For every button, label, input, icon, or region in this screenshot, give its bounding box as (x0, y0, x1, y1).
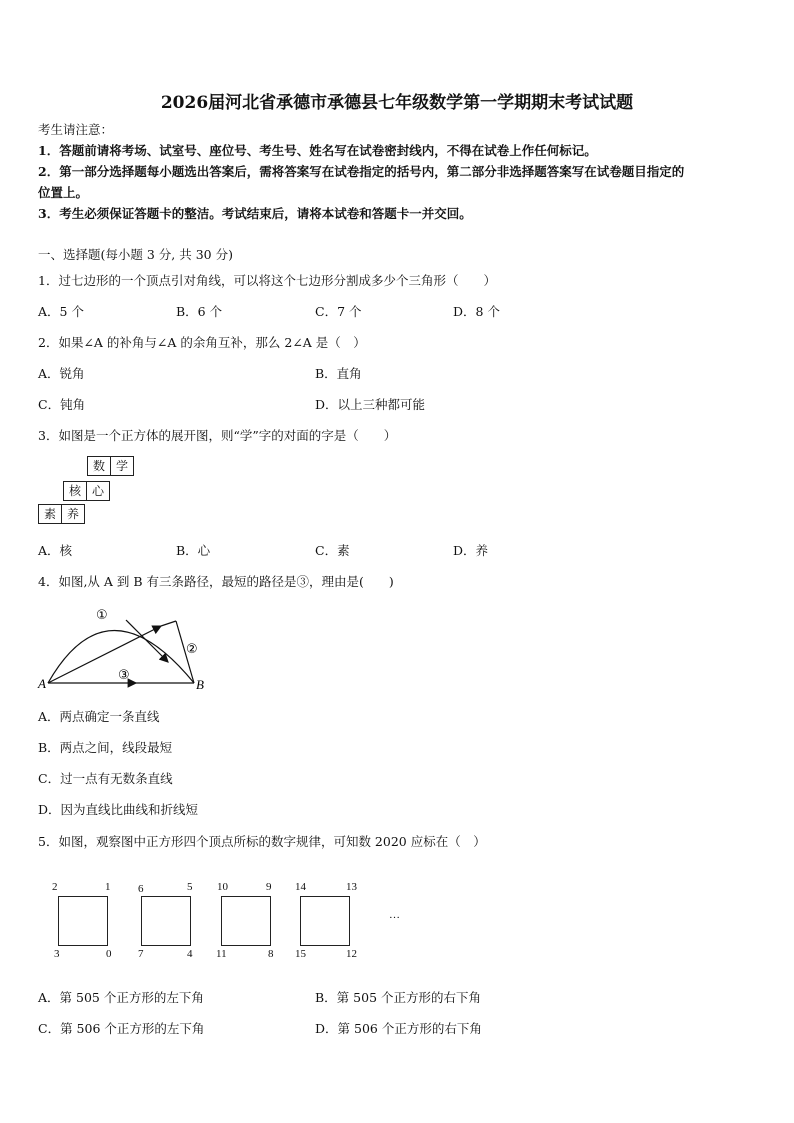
net-cell-he: 核 (63, 481, 87, 501)
path-2-segment-1 (48, 626, 161, 683)
q3-option-d: D．养 (453, 543, 489, 558)
q3-option-b: B．心 (176, 543, 211, 558)
sq2-bottom-right-num: 4 (187, 948, 193, 960)
question-5-stem: 5．如图，观察图中正方形四个顶点所标的数字规律，可知数 2020 应标在（ ） (38, 834, 486, 849)
q4-option-d: D．因为直线比曲线和折线短 (38, 802, 199, 817)
sq1-bottom-left-num: 3 (54, 948, 60, 960)
net-cell-su: 素 (38, 504, 62, 524)
sq2-bottom-left-num: 7 (138, 948, 144, 960)
q2-option-b: B．直角 (315, 366, 362, 381)
q2-option-d: D．以上三种都可能 (315, 397, 426, 412)
paths-figure (36, 600, 216, 695)
sq2-top-right-num: 5 (187, 881, 193, 893)
net-cell-shu: 数 (87, 456, 111, 476)
question-4-stem: 4．如图,从 A 到 B 有三条路径，最短的路径是③，理由是( ) (38, 574, 394, 589)
q3-option-c: C．素 (315, 543, 350, 558)
q1-option-a: A．5 个 (38, 304, 84, 319)
continuation-ellipsis: … (389, 909, 400, 921)
sq3-top-left-num: 10 (217, 881, 228, 893)
q3-option-a: A．核 (38, 543, 73, 558)
q5-option-a: A．第 505 个正方形的左下角 (38, 990, 204, 1005)
q5-option-d: D．第 506 个正方形的右下角 (315, 1021, 482, 1036)
square-2 (141, 896, 191, 946)
path-2-segment-1b (161, 621, 176, 626)
q1-option-c: C．7 个 (315, 304, 362, 319)
path-1-label: ① (96, 608, 108, 623)
question-3-stem: 3．如图是一个正方体的展开图，则“学”字的对面的字是（ ） (38, 428, 397, 443)
q5-option-c: C．第 506 个正方形的左下角 (38, 1021, 205, 1036)
sq4-top-left-num: 14 (295, 881, 306, 893)
q2-option-a: A．锐角 (38, 366, 85, 381)
q4-option-a: A．两点确定一条直线 (38, 709, 160, 724)
net-cell-xue: 学 (110, 456, 134, 476)
point-b-label: B (196, 677, 204, 692)
sq4-bottom-left-num: 15 (295, 948, 306, 960)
sq1-top-right-num: 1 (105, 881, 111, 893)
page-title: 2026届河北省承德市承德县七年级数学第一学期期末考试试题 (160, 93, 634, 113)
question-1-stem: 1．过七边形的一个顶点引对角线，可以将这个七边形分割成多少个三角形（ ） (38, 273, 496, 288)
q2-option-c: C．钝角 (38, 397, 86, 412)
net-cell-xin: 心 (86, 481, 110, 501)
square-4 (300, 896, 350, 946)
sq3-bottom-left-num: 11 (216, 948, 227, 960)
q1-option-d: D．8 个 (453, 304, 500, 319)
sq2-top-left-num: 6 (138, 883, 144, 895)
q4-option-b: B．两点之间，线段最短 (38, 740, 173, 755)
sq4-top-right-num: 13 (346, 881, 357, 893)
notice-heading: 考生请注意： (38, 122, 114, 137)
square-3 (221, 896, 271, 946)
q4-option-c: C．过一点有无数条直线 (38, 771, 173, 786)
notice-item-3: 3．考生必须保证答题卡的整洁。考试结束后，请将本试卷和答题卡一并交回。 (38, 206, 472, 221)
notice-item-2-cont: 位置上。 (38, 185, 89, 200)
q5-option-b: B．第 505 个正方形的右下角 (315, 990, 481, 1005)
net-cell-yang: 养 (61, 504, 85, 524)
path-3-label: ③ (118, 668, 130, 683)
question-2-stem: 2．如果∠A 的补角与∠A 的余角互补，那么 2∠A 是（ ） (38, 335, 366, 350)
sq3-top-right-num: 9 (266, 881, 272, 893)
notice-item-1: 1．答题前请将考场、试室号、座位号、考生号、姓名写在试卷密封线内，不得在试卷上作任何标记。 (38, 143, 597, 158)
point-a-label: A (38, 676, 46, 691)
sq1-bottom-right-num: 0 (106, 948, 112, 960)
sq1-top-left-num: 2 (52, 881, 58, 893)
square-1 (58, 896, 108, 946)
notice-item-2: 2．第一部分选择题每小题选出答案后，需将答案写在试卷指定的括号内，第二部分非选择题答案写在试卷题目指定的 (38, 164, 685, 179)
sq4-bottom-right-num: 12 (346, 948, 357, 960)
sq3-bottom-right-num: 8 (268, 948, 274, 960)
section-heading: 一、选择题(每小题 3 分, 共 30 分) (38, 247, 233, 262)
path-2-label: ② (186, 642, 198, 657)
q1-option-b: B．6 个 (176, 304, 223, 319)
